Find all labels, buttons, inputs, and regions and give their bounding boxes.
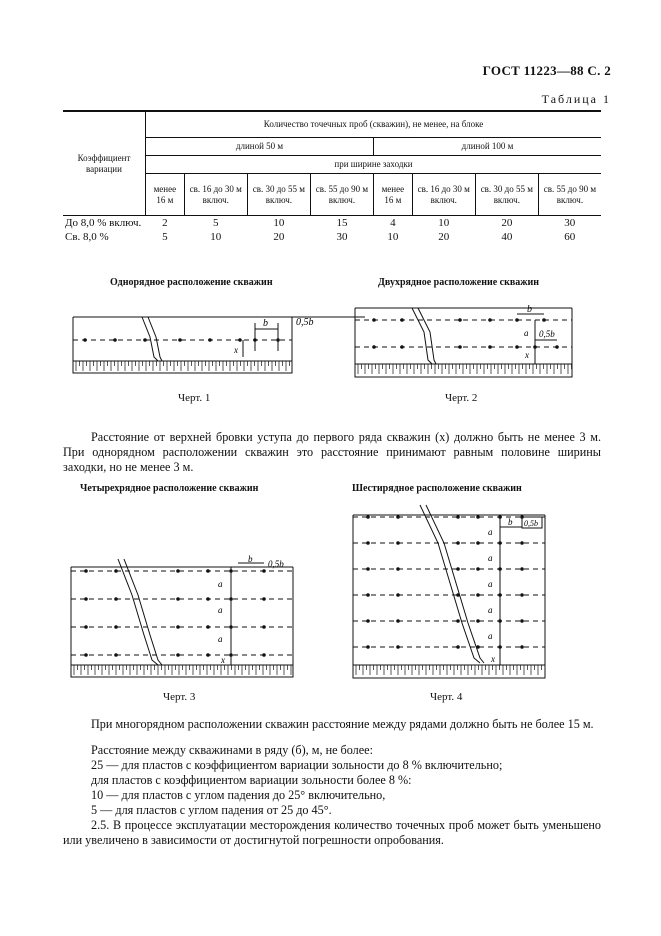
fig4-diagram [350,503,585,683]
table-cell: 20 [501,216,513,229]
fig3-a2-label: a [218,605,223,615]
fig2-caption: Черт. 2 [445,392,478,404]
row-label: До 8,0 % включ. [65,216,142,229]
table-cell: 15 [336,216,348,229]
table-cell: 10 [210,230,222,243]
fig4-halfb-label: 0,5b [524,519,538,528]
table-cell: 10 [438,216,450,229]
fig4-a5-label: a [488,631,493,641]
paragraph-hole-distance: Расстояние между скважинами в ряду (б), м, не более: [91,743,373,757]
paragraph-distance-x: Расстояние от верхней бровки уступа до первого ряда скважин (x) должно быть не менее 3 м. При однорядном расположении скважин это расстояние принимают равным половине ширины заходки, но не менее 3 м. [63,430,601,474]
fig1-title: Однорядное расположение скважин [110,277,273,288]
fig1-halfb-label: 0,5b [296,317,314,328]
width-header: при ширине заходки [146,156,602,174]
table-cell: 60 [564,230,576,243]
table-cell: 20 [438,230,450,243]
table-cell: 5 [162,230,168,243]
subcol-header: менее 16 м [146,174,185,216]
table-cell: 10 [387,230,399,243]
fig2-diagram [352,300,582,380]
paragraph-item-25: 25 — для пластов с коэффициентом вариации зольности до 8 % включительно; [91,758,503,772]
fig3-diagram [68,555,298,680]
fig2-a-label: a [524,328,529,338]
fig4-a3-label: a [488,579,493,589]
subcol-header: св. 30 до 55 м включ. [247,174,310,216]
fig4-caption: Черт. 4 [430,691,463,703]
fig1-caption: Черт. 1 [178,392,211,404]
subcol-header: св. 30 до 55 м включ. [475,174,538,216]
fig4-x-label: x [491,654,495,664]
table-cell: 30 [336,230,348,243]
subcol-header: св. 55 до 90 м включ. [538,174,601,216]
subcol-header: св. 55 до 90 м включ. [310,174,373,216]
fig3-caption: Черт. 3 [163,691,196,703]
subcol-header: св. 16 до 30 м включ. [412,174,475,216]
fig4-a4-label: a [488,605,493,615]
coef-header: Коэффициент вариации [63,112,146,216]
len100-header: длиной 100 м [373,138,601,156]
subcol-header: менее 16 м [373,174,412,216]
fig4-a2-label: a [488,553,493,563]
paragraph-2-5: 2.5. В процессе эксплуатации месторождения количество точечных проб может быть уменьшено или увеличено в зависимости от достигнутой погрешности опробования. [63,818,601,847]
fig4-a1-label: a [488,527,493,537]
paragraph-row-distance: При многорядном расположении скважин расстояние между рядами должно быть не более 15 м. [91,717,594,731]
len50-header: длиной 50 м [146,138,374,156]
fig1-x-label: x [234,345,238,355]
fig2-b-label: b [527,304,532,315]
table-caption: Таблица 1 [541,92,611,106]
subcol-header: св. 16 до 30 м включ. [184,174,247,216]
row-label: Св. 8,0 % [65,230,109,243]
document-header: ГОСТ 11223—88 С. 2 [482,63,611,78]
fig3-a1-label: a [218,579,223,589]
paragraph-item-5: 5 — для пластов с углом падения от 25 до 45°. [91,803,332,817]
table-cell: 4 [390,216,396,229]
fig3-a3-label: a [218,634,223,644]
fig4-title: Шестирядное расположение скважин [352,483,522,494]
sampling-table [63,111,601,244]
fig4-b-label: b [508,517,513,527]
table-cell: 10 [273,216,285,229]
table-cell: 40 [501,230,513,243]
fig2-title: Двухрядное расположение скважин [378,277,540,288]
fig3-b-label: b [248,554,253,564]
fig3-x-label: x [221,655,225,665]
table-cell: 2 [162,216,168,229]
fig1-diagram [70,305,314,375]
table-cell: 30 [564,216,576,229]
paragraph-item-10: 10 — для пластов с углом падения до 25° включительно, [91,788,386,802]
fig2-x-label: x [525,350,529,360]
fig3-halfb-label: 0,5b [268,559,284,569]
paragraph-over-8: для пластов с коэффициентом вариации зольности более 8 %: [91,773,412,787]
fig3-title: Четырехрядное расположение скважин [80,483,259,494]
table-cell: 5 [213,216,219,229]
fig1-b-label: b [263,318,268,329]
table-cell: 20 [273,230,285,243]
fig2-halfb-label: 0,5b [539,329,555,339]
top-header: Количество точечных проб (скважин), не менее, на блоке [146,112,602,138]
